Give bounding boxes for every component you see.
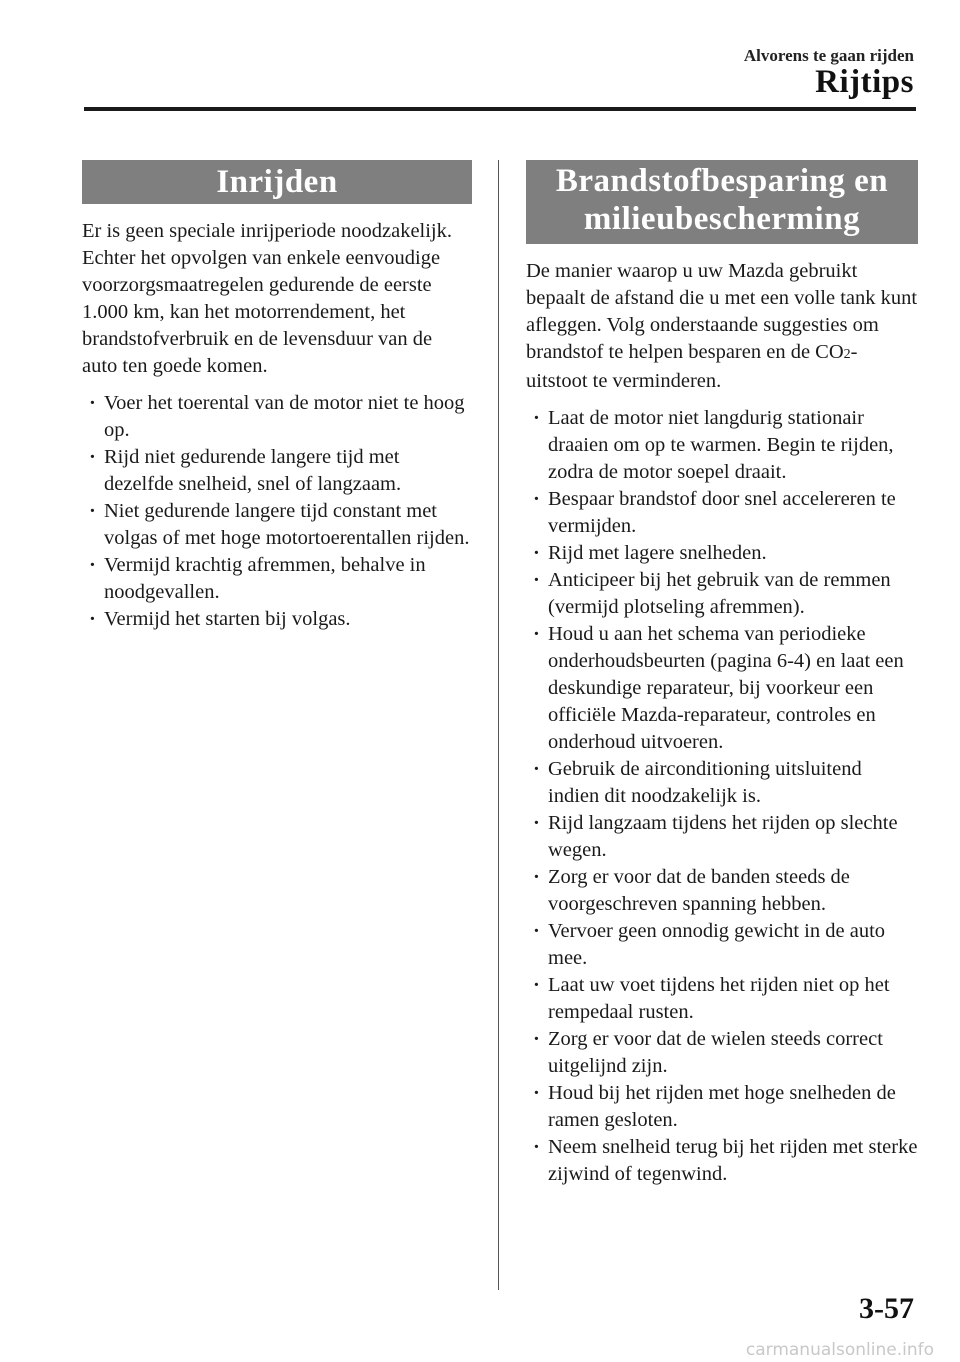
list-item: · Rijd langzaam tijdens het rijden op slechte wegen. [533, 812, 898, 861]
intro-brandstofbesparing: De manier waarop u uw Mazda gebruikt bepaalt de afstand die u met een volle tank kunt afleggen. Volg onderstaande suggesties om brandstof te helpen besparen en de CO2-uitstoot te verminderen. [526, 260, 918, 392]
list-item: · Houd bij het rijden met hoge snelheden de ramen gesloten. [533, 1082, 896, 1131]
list-item: · Houd u aan het schema van periodieke onderhoudsbeurten (pagina 6-4) en laat een deskundige reparateur, bij voorkeur een officiële Mazda-reparateur, controles en onderhoud uitvoeren. [533, 623, 904, 753]
bullet-icon: · [89, 446, 96, 468]
list-item: · Laat uw voet tijdens het rijden niet op het rempedaal rusten. [533, 974, 890, 1023]
left-column [82, 160, 472, 633]
watermark: carmanualsonline.info [745, 1340, 934, 1360]
bullet-icon: · [533, 1082, 540, 1104]
bullet-list-inrijden [82, 390, 472, 633]
header-rule [84, 107, 916, 111]
bullet-icon: · [533, 812, 540, 834]
heading-inrijden: Inrijden [82, 160, 472, 204]
intro-inrijden: Er is geen speciale inrijperiode noodzakelijk. Echter het opvolgen van enkele eenvoudige voorzorgsmaatregelen gedurende de eerste 1.000 km, kan het motorrendement, het brandstofverbruik en de levensduur van de auto ten goede komen. [82, 220, 453, 377]
page-number: 3-57 [859, 1292, 914, 1325]
list-item: · Vervoer geen onnodig gewicht in de auto mee. [533, 920, 886, 969]
chapter-title: Rijtips [815, 64, 914, 100]
bullet-icon: · [89, 392, 96, 414]
heading-brandstofbesparing: Brandstofbesparing en milieubescherming [526, 160, 918, 244]
list-item: · Rijd niet gedurende langere tijd met dezelfde snelheid, snel of langzaam. [89, 446, 402, 495]
list-item: · Gebruik de airconditioning uitsluitend indien dit noodzakelijk is. [533, 758, 862, 807]
bullet-icon: · [533, 623, 540, 645]
bullet-icon: · [533, 866, 540, 888]
bullet-icon: · [533, 488, 540, 510]
right-column [526, 160, 918, 1188]
list-item: · Zorg er voor dat de wielen steeds correct uitgelijnd zijn. [533, 1028, 883, 1077]
list-item: · Rijd met lagere snelheden. [526, 540, 918, 567]
list-item: · Neem snelheid terug bij het rijden met sterke zijwind of tegenwind. [533, 1136, 918, 1185]
bullet-icon: · [533, 569, 540, 591]
bullet-icon: · [89, 500, 96, 522]
bullet-icon: · [533, 1028, 540, 1050]
list-item: · Laat de motor niet langdurig stationair draaien om op te warmen. Begin te rijden, zodra de motor soepel draait. [533, 407, 894, 483]
list-item: · Vermijd het starten bij volgas. [82, 606, 472, 633]
list-item: · Niet gedurende langere tijd constant met volgas of met hoge motortoerentallen rijden. [89, 500, 470, 549]
bullet-list-brandstofbesparing [526, 405, 918, 1188]
list-item: · Bespaar brandstof door snel accelereren te vermijden. [533, 488, 896, 537]
list-item: · Vermijd krachtig afremmen, behalve in noodgevallen. [89, 554, 426, 603]
list-item: · Zorg er voor dat de banden steeds de voorgeschreven spanning hebben. [533, 866, 850, 915]
bullet-icon: · [533, 758, 540, 780]
section-label: Alvorens te gaan rijden [743, 46, 914, 65]
bullet-icon: · [533, 974, 540, 996]
bullet-icon: · [89, 608, 96, 630]
bullet-icon: · [533, 407, 540, 429]
bullet-icon: · [533, 920, 540, 942]
list-item: · Voer het toerental van de motor niet te hoog op. [89, 392, 465, 441]
list-item: · Anticipeer bij het gebruik van de remmen (vermijd plotseling afremmen). [533, 569, 891, 618]
bullet-icon: · [533, 1136, 540, 1158]
bullet-icon: · [89, 554, 96, 576]
bullet-icon: · [533, 542, 540, 564]
column-divider [498, 160, 499, 1290]
